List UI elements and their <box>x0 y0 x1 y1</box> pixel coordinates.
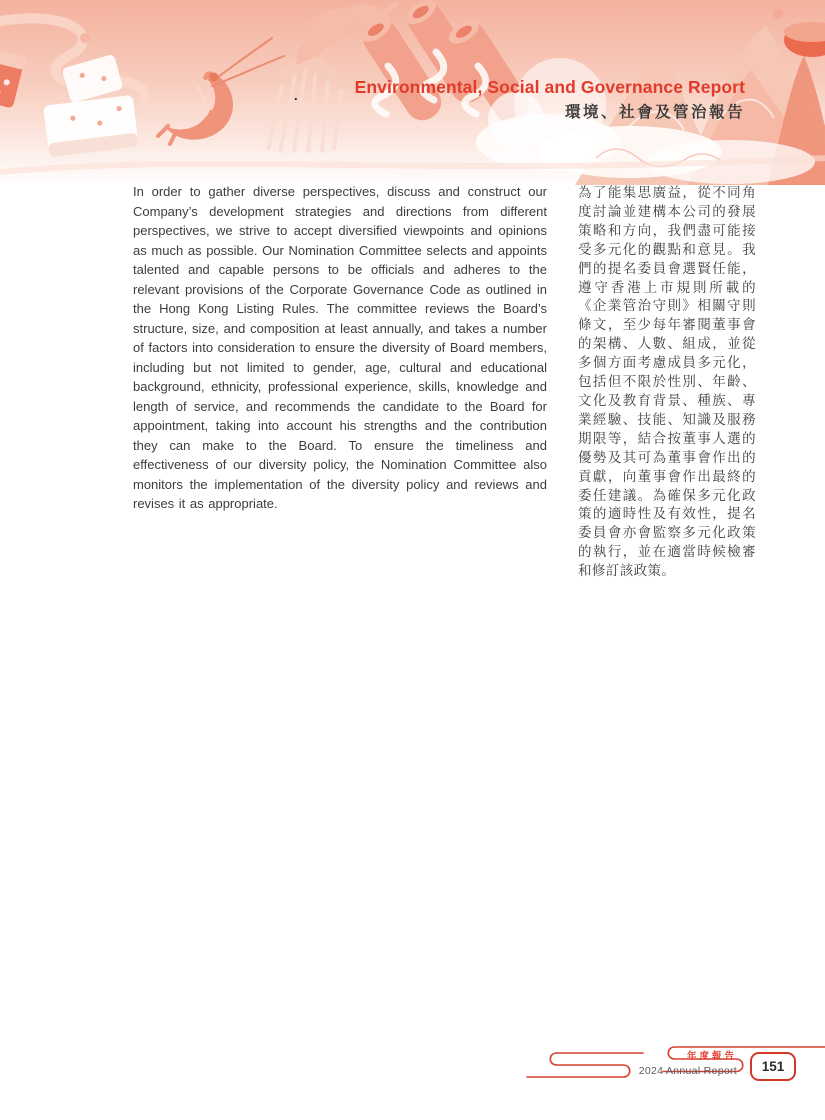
annual-report-label-zh: 年度報告 <box>686 1051 737 1062</box>
paragraph-chinese: 為了能集思廣益，從不同角度討論並建構本公司的發展策略和方向，我們盡可能接受多元化的觀點和意見。我們的提名委員會選賢任能，遵守香港上市規則所載的《企業管治守則》相關守則條文，至少每年審閱董事會的架構、人數、組成，並從多個方面考慮成員多元化，包括但不限於性別、年齡、文化及教育背景、種族、專業經驗、技能、知識及服務期限等，結合按董事人選的優勢及其可為董事會作出的貢獻，向董事會作出最終的委任建議。為確保多元化政策的適時性及有效性，提名委員會亦會監察多元化政策的執行，並在適當時候檢審和修訂該政策。 <box>578 185 756 579</box>
page-number-badge: 151 <box>750 1052 796 1081</box>
annual-report-label-en: 2024 Annual Report <box>638 1065 737 1077</box>
stray-dot: . <box>294 88 298 103</box>
scroll-line-left <box>527 1053 643 1077</box>
header-title-block <box>355 77 745 123</box>
paragraph-english: In order to gather diverse perspectives, discuss and construct our Company’s development strategies and directions from different perspectives, we strive to accept diversified viewpoints and opinions as much as possible. Our Nomination Committee selects and appoints talented and capable persons to be officials and adheres to the relevant provisions of the Corporate Governance Code as outlined in the Hong Kong Listing Rules. The committee reviews the Board’s structure, size, and composition at least annually, and takes a number of factors into consideration to ensure the diversity of Board members, including but not limited to gender, age, cultural and educational background, ethnicity, professional experience, skills, knowledge and length of service, and recommends the candidate to the Board for appointment, taking into account his strengths and the contribution they can make to the Board. To ensure the timeliness and effectiveness of our diversity policy, the Nomination Committee also monitors the implementation of the diversity policy and reviews and revises it as appropriate. <box>133 184 547 511</box>
footer-label-block <box>639 1051 737 1078</box>
report-title-zh: 環境、社會及管治報告 <box>564 104 745 121</box>
report-title-en: Environmental, Social and Governance Report <box>354 77 745 97</box>
